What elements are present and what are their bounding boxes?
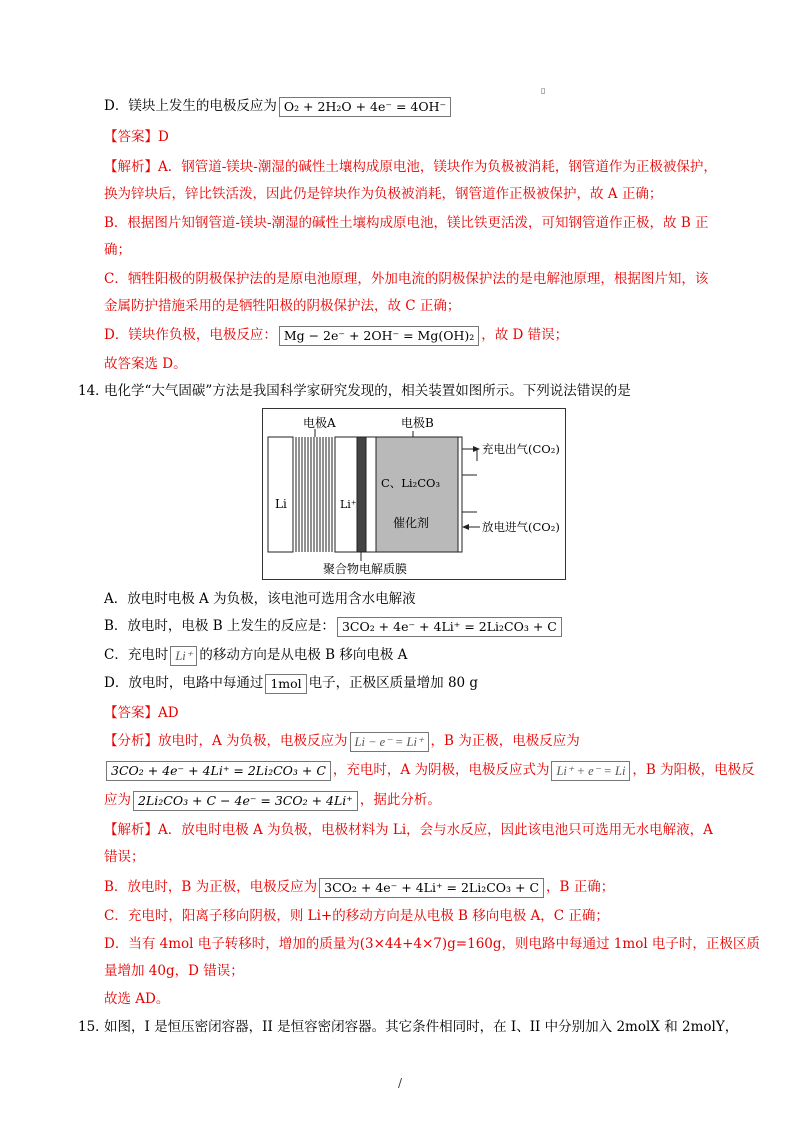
q14-option-b-formula: 3CO₂ + 4e⁻ + 4Li⁺ = 2Li₂CO₃ + C — [337, 617, 562, 637]
q14-option-c: C．充电时 Li⁺ 的移动方向是从电极 B 移向电极 A — [104, 645, 407, 666]
q14-jiexi-line: 错误； — [104, 849, 145, 865]
electrode-a-label: 电极A — [303, 416, 336, 430]
q13-analysis-line: B．根据图片知钢管道-镁块-潮湿的碱性土壤构成原电池，镁比铁更活泼，可知钢管道作正极，故 B 正 — [104, 215, 709, 231]
discharge-in-arrow-head — [462, 524, 469, 530]
q14-jiexi-formula: 3CO₂ + 4e⁻ + 4Li⁺ = 2Li₂CO₃ + C — [319, 878, 544, 898]
q13-conclusion: 故答案选 D。 — [104, 356, 187, 372]
compound-label: C、Li₂CO₃ — [381, 476, 441, 490]
q13-answer: 【答案】D — [104, 129, 169, 145]
battery-diagram — [262, 408, 566, 580]
q13-d-formula: Mg − 2e⁻ + 2OH⁻ = Mg(OH)₂ — [279, 326, 479, 346]
q14-option-b: B．放电时，电极 B 上发生的反应是： 3CO₂ + 4e⁻ + 4Li⁺ = 2Li₂CO₃ + C — [104, 616, 564, 637]
q14-fenxi-line: 【分析】放电时，A 为负极，电极反应为 Li − e⁻ = Li⁺ ，B 为正极，电极反应为 — [104, 731, 580, 752]
electrode-b-frame — [458, 437, 462, 552]
q14-conclusion: 故选 AD。 — [104, 991, 170, 1007]
electrode-a-stripes — [293, 437, 335, 552]
discharge-in-label: 放电进气(CO₂) — [482, 520, 560, 534]
q13-analysis-line: 确； — [104, 242, 131, 258]
q13-analysis-line: 换为锌块后，锌比铁活泼，因此仍是锌块作为负极被消耗，钢管道作正极被保护，故 A 正确； — [104, 186, 663, 202]
q13-analysis-line: 金属防护措施采用的是牺牲阳极的阴极保护法，故 C 正确； — [104, 298, 461, 314]
li-electrode — [268, 437, 293, 552]
q15-number: 15． — [78, 1019, 109, 1035]
q14-fenxi-formula: Li − e⁻ = Li⁺ — [350, 732, 429, 752]
catalyst-label: 催化剂 — [393, 516, 430, 530]
polymer-membrane — [357, 437, 366, 552]
page-mark: ▯ — [541, 86, 546, 95]
gap-region — [366, 437, 376, 552]
q14-fenxi-formula: 3CO₂ + 4e⁻ + 4Li⁺ = 2Li₂CO₃ + C — [106, 761, 331, 781]
q14-jiexi-line: B．放电时，B 为正极，电极反应为 3CO₂ + 4e⁻ + 4Li⁺ = 2Li₂CO₃ + C ，B 正确； — [104, 877, 614, 898]
q14-option-c-formula: Li⁺ — [170, 646, 197, 666]
electrode-b-label: 电极B — [401, 416, 434, 430]
q14-fenxi-line: 应为 2Li₂CO₃ + C − 4e⁻ = 3CO₂ + 4Li⁺ ，据此分析。 — [104, 790, 441, 811]
q13-analysis-line: C．牺牲阳极的阴极保护法的是原电池原理，外加电流的阴极保护法的是电解池原理，根据图片知，该 — [104, 271, 709, 287]
q13-option-d: D．镁块上发生的电极反应为 O₂ + 2H₂O + 4e⁻ = 4OH⁻ — [104, 96, 453, 117]
q14-jiexi-line: 【解析】A．放电时电极 A 为负极，电极材料为 Li，会与水反应，因此该电池只可选用无水电解液，A — [104, 822, 713, 838]
q14-option-d: D．放电时，电路中每通过 1mol 电子，正极区质量增加 80 g — [104, 673, 478, 694]
page-footer: / — [398, 1076, 403, 1090]
q14-fenxi-formula: Li⁺ + e⁻ = Li — [551, 761, 630, 781]
q13-option-d-formula: O₂ + 2H₂O + 4e⁻ = 4OH⁻ — [279, 97, 451, 117]
q15-stem: 如图，I 是恒压密闭容器，II 是恒容密闭容器。其它条件相同时，在 I、II 中分别加入 2molX 和 2molY， — [104, 1019, 739, 1035]
q14-jiexi-line: C．充电时，阳离子移向阴极，则 Li+的移动方向是从电极 B 移向电极 A，C 正确； — [104, 908, 609, 924]
membrane-label: 聚合物电解质膜 — [323, 562, 408, 576]
li-ion-label: Li⁺ — [340, 498, 357, 511]
q14-fenxi-line: 3CO₂ + 4e⁻ + 4Li⁺ = 2Li₂CO₃ + C ，充电时，A 为阴极，电极反应式为 Li⁺ + e⁻ = Li ，B 为阳极，电极反 — [104, 760, 755, 781]
battery-diagram-svg — [263, 409, 565, 579]
q14-option-d-formula: 1mol — [265, 674, 306, 694]
q13-analysis-line: 【解析】A．钢管道-镁块-潮湿的碱性土壤构成原电池，镁块作为负极被消耗，钢管道作为正极被保护， — [104, 159, 717, 175]
q14-jiexi-line: 量增加 40g，D 错误； — [104, 963, 244, 979]
q14-stem: 电化学“大气固碳”方法是我国科学家研究发现的，相关装置如图所示。下列说法错误的是 — [104, 383, 631, 399]
q13-analysis-line-formula: D．镁块作负极，电极反应： Mg − 2e⁻ + 2OH⁻ = Mg(OH)₂ ，故 D 错误； — [104, 325, 568, 346]
electrolyte-region — [335, 437, 357, 552]
electrode-b-block — [376, 437, 458, 552]
li-label: Li — [275, 497, 287, 511]
q14-option-a: A．放电时电极 A 为负极，该电池可选用含水电解液 — [104, 591, 416, 607]
charge-out-label: 充电出气(CO₂) — [482, 442, 560, 456]
q14-jiexi-line: D．当有 4mol 电子转移时，增加的质量为(3×44+4×7)g=160g，则电路中每通过 1mol 电子时，正极区质 — [104, 936, 760, 952]
q14-number: 14． — [78, 383, 109, 399]
q14-answer: 【答案】AD — [104, 705, 179, 721]
q14-fenxi-formula: 2Li₂CO₃ + C − 4e⁻ = 3CO₂ + 4Li⁺ — [133, 791, 358, 811]
